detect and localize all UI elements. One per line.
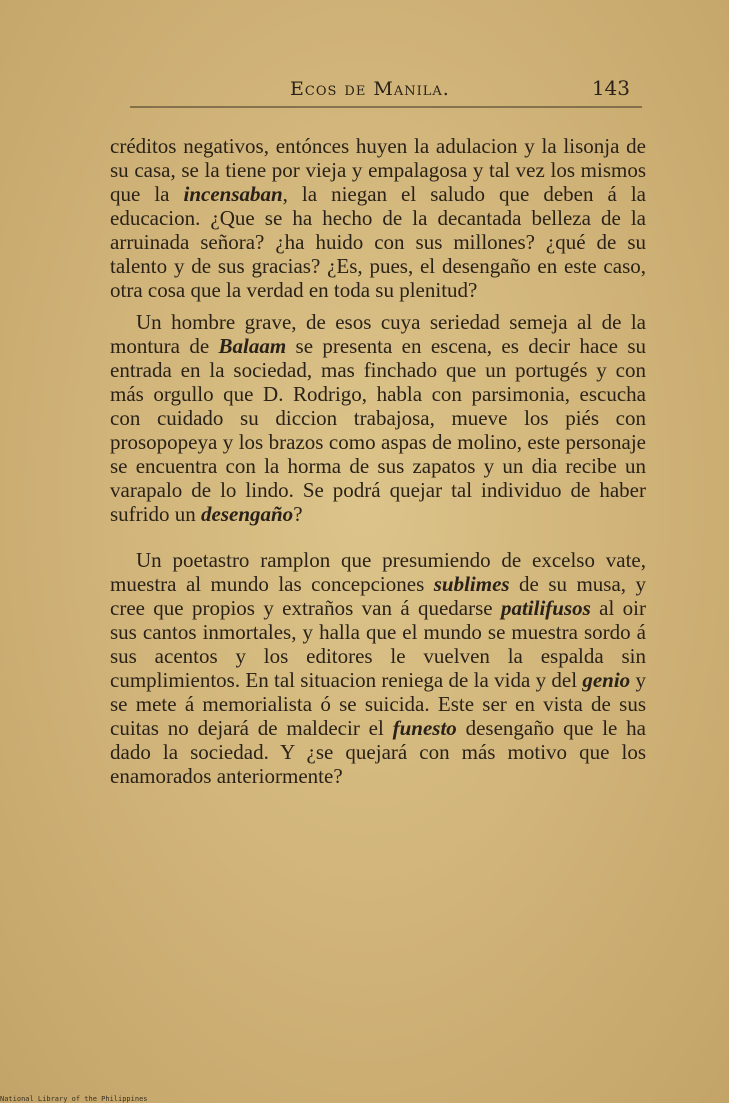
text-run: se presenta en escena, es decir hace su entrada en la sociedad, mas finchado que un portugés y con más orgullo que D. Rodrigo, habla con parsimonia, escucha con cuidado su diccion trabajosa, mueve los piés con prosopopeya y los brazos como aspas de molino, este personaje se encuentra con la horma de sus zapatos y un dia recibe un varapalo de lo lindo. Se podrá quejar tal individuo de haber sufrido un [110, 334, 646, 526]
text-run: Un hombre grave, de esos cuya seriedad semeja al de la montura de [110, 310, 646, 358]
body-text [110, 134, 646, 788]
text-run: Un poetastro ramplon que presumiendo de excelso vate, muestra al mundo las concepciones [110, 548, 646, 596]
italic-run: sublimes [433, 572, 510, 596]
text-run: al oir sus cantos inmortales, y halla que el mundo se muestra sordo á sus acentos y los editores le vuelven la espalda sin cumplimientos. En tal situacion reniega de la vida y del [110, 596, 647, 692]
italic-run: genio [582, 668, 631, 692]
text-run: desengaño que le ha dado la sociedad. Y ¿se quejará con más motivo que los enamorados anteriormente? [110, 716, 646, 788]
library-watermark: National Library of the Philippines [0, 1095, 148, 1103]
text-run: de su musa, y cree que propios y extraños van á quedarse [110, 572, 646, 620]
paragraph-3 [110, 548, 646, 788]
paragraph-2 [110, 310, 646, 526]
text-run: , la niegan el saludo que deben á la educacion. ¿Que se ha hecho de la decantada belleza de la arruinada señora? ¿ha huido con sus millones? ¿qué de su talento y de sus gracias? ¿Es, pues, el desengaño en este caso, otra cosa que la verdad en toda su plenitud? [110, 182, 646, 302]
italic-run: desengaño [201, 502, 294, 526]
text-run: ? [293, 502, 303, 526]
text-run: y se mete á memorialista ó se suicida. Este ser en vista de sus cuitas no dejará de maldecir el [110, 668, 646, 740]
text-run: créditos negativos, entónces huyen la adulacion y la lisonja de su casa, se la tiene por vieja y empalagosa y tal vez los mismos que la [110, 134, 646, 206]
italic-run: funesto [392, 716, 457, 740]
header-rule [130, 106, 642, 108]
running-title: Ecos de Manila. [290, 78, 450, 100]
paragraph-1 [110, 134, 646, 302]
page-header [110, 78, 630, 104]
italic-run: incensaban [183, 182, 283, 206]
italic-run: patilifusos [500, 596, 591, 620]
page-number: 143 [591, 76, 630, 100]
italic-run: Balaam [218, 334, 287, 358]
